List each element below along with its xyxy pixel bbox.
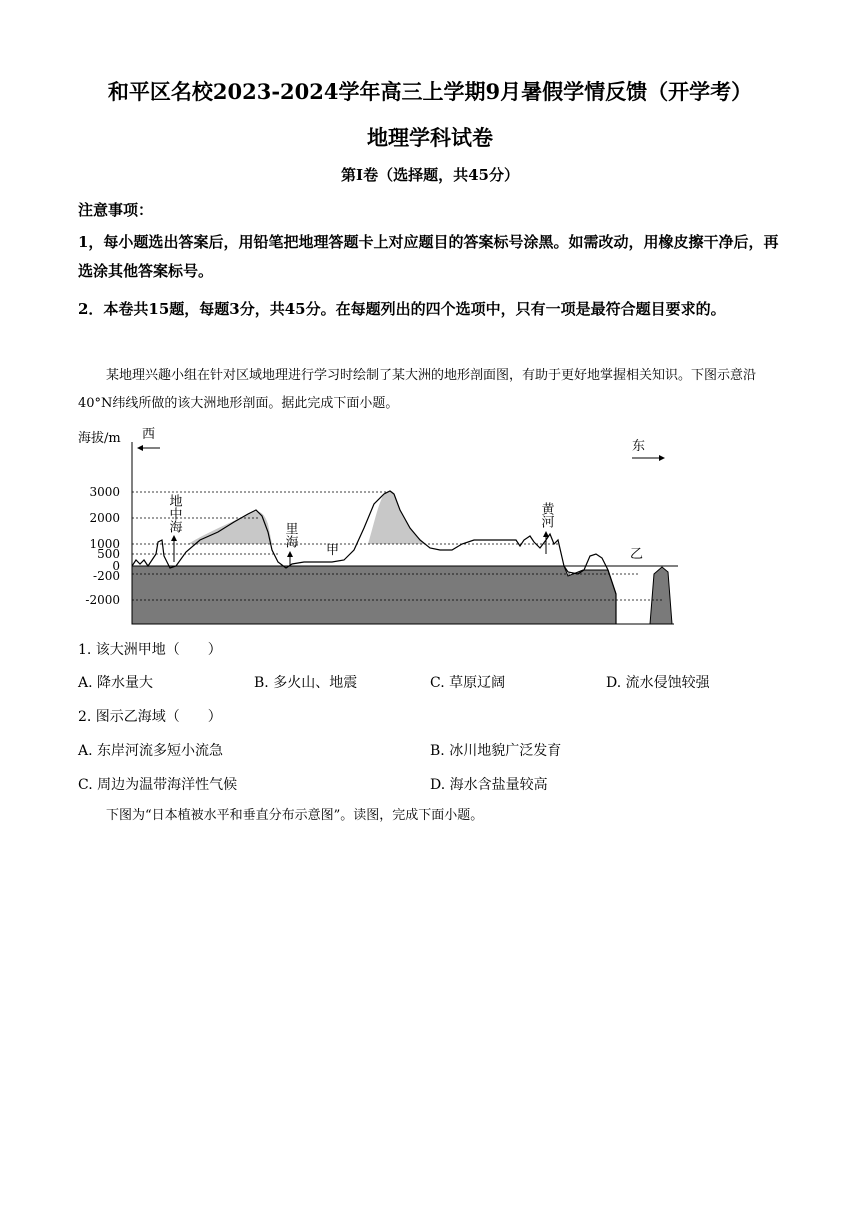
tick-label-0: 0 (112, 559, 120, 573)
label-jia: 甲 (326, 543, 340, 558)
question-2-option-d: D. 海水含盐量较高 (430, 777, 548, 793)
question-1-stem: 1. 该大洲甲地（ ） (78, 642, 222, 658)
section-title: 第Ⅰ卷（选择题，共45分） (341, 166, 519, 184)
east-label: 东 (632, 439, 646, 454)
question-1-option-a: A. 降水量大 (78, 675, 154, 691)
notice-item-1: 1，每小题选出答案后，用铅笔把地理答题卡上对应题目的答案标号涂黑。如需改动，用橡皮擦干净后，再选涂其他答案标号。 (78, 233, 779, 280)
question-2-option-c: C. 周边为温带海洋性气候 (78, 777, 238, 793)
question-2-option-a: A. 东岸河流多短小流急 (78, 743, 224, 759)
label-caspian: 里海 (282, 522, 298, 548)
intro-paragraph-2: 下图为“日本植被水平和垂直分布示意图”。读图，完成下面小题。 (106, 808, 484, 823)
exam-title: 和平区名校2023-2024学年高三上学期9月暑假学情反馈（开学考） (107, 79, 753, 104)
question-1-option-b: B. 多火山、地震 (254, 675, 358, 691)
terrain-profile-figure (78, 424, 698, 630)
west-label: 西 (142, 427, 156, 442)
tick-label-minus200: -200 (93, 569, 120, 583)
question-1-option-d: D. 流水侵蚀较强 (606, 675, 710, 691)
tick-label-minus2000: -2000 (85, 593, 120, 607)
island-dark (650, 567, 672, 624)
notice-item-2: 2．本卷共15题，每题3分，共45分。在每题列出的四个选项中，只有一项是最符合题目要求的。 (78, 300, 726, 318)
label-yi: 乙 (630, 547, 644, 562)
land-base-dark (132, 566, 616, 624)
tick-label-500: 500 (97, 547, 120, 561)
intro-paragraph-1: 某地理兴趣小组在针对区域地理进行学习时绘制了某大洲的地形剖面图，有助于更好地掌握相关知识。下图示意沿40°N纬线所做的该大洲地形剖面。据此完成下面小题。 (78, 368, 757, 411)
terrain-profile-svg (78, 424, 698, 630)
question-1-option-c: C. 草原辽阔 (430, 675, 506, 691)
question-2-stem: 2. 图示乙海域（ ） (78, 709, 222, 725)
question-2-option-b: B. 冰川地貌广泛发育 (430, 743, 562, 759)
label-mediterranean: 地中海 (166, 494, 182, 533)
tick-label-2000: 2000 (89, 511, 120, 525)
exam-subtitle: 地理学科试卷 (367, 125, 493, 150)
y-axis-title: 海拔/m (78, 431, 121, 446)
label-yellow-river: 黄河 (538, 502, 554, 528)
tick-label-1000: 1000 (89, 537, 120, 551)
tick-label-3000: 3000 (89, 485, 120, 499)
notice-heading: 注意事项： (78, 201, 154, 219)
